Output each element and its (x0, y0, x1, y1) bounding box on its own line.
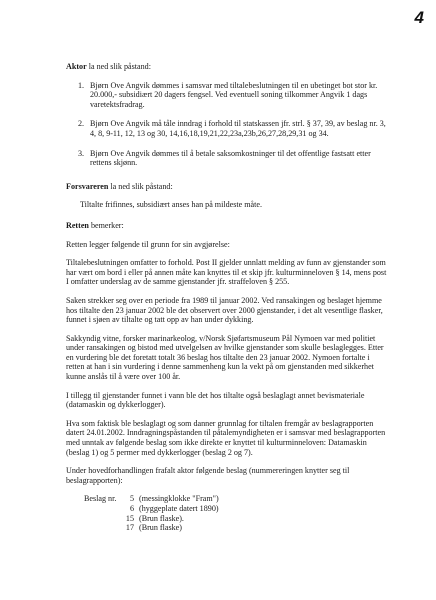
beslag-row (84, 514, 219, 524)
forsvareren-heading-rest: la ned slik påstand: (108, 181, 173, 191)
claim-number: 1. (78, 80, 85, 90)
claim-item (66, 149, 388, 168)
aktor-heading-rest: la ned slik påstand: (86, 62, 151, 71)
retten-paragraph: Saken strekker seg over en periode fra 1989 til januar 2002. Ved ransakingen og beslaget hjemme hos tiltalte den 23 januar 2002 ble det observert over 2000 gjenstander, i det alt vesentlige flasker, funnet i sjøen av tiltalte og tatt opp av han under dykking. (66, 295, 383, 325)
beslag-row (84, 494, 219, 504)
forsvareren-claim: Tiltalte frifinnes, subsidiært anses han på mildeste måte. (80, 200, 263, 210)
aktor-claims-list (66, 81, 388, 168)
claim-text: Bjørn Ove Angvik må tåle inndrag i forhold til statskassen jfr. strl. § 37, 39, av beslag nr. 3, 4, 8, 9-11, 12, 13 og 30, 14,16,18,19,21,22,23a,23b,26,27,28,29,31 og 34. (90, 119, 386, 138)
document-body (66, 62, 388, 533)
claim-number: 3. (78, 148, 85, 158)
retten-heading-rest: bemerker: (88, 220, 124, 230)
forsvareren-heading-line (66, 182, 388, 192)
retten-paragraph: I tillegg til gjenstander funnet i vann ble det hos tiltalte også beslaglagt annet bevismateriale (datamaskin og dykkerlogger). (66, 390, 365, 410)
claim-number: 2. (78, 119, 85, 129)
forsvareren-heading: Forsvareren (66, 181, 109, 191)
aktor-heading: Aktor (66, 62, 87, 71)
retten-paragraph: Hva som faktisk ble beslaglagt og som danner grunnlag for tiltalen fremgår av beslagrapporten datert 24.01.2002. Inndragningspåstanden til påtalemyndigheten er i samsvar med beslagrapporten med unntak av følgende beslag som ikke direkte er knyttet til kulturminneloven: Datamaskin (beslag 1) og 5 permer med dykkerlogger (beslag 2 og 7). (66, 418, 386, 457)
beslag-list (84, 494, 219, 532)
beslag-row (84, 504, 219, 514)
beslag-row (84, 523, 219, 533)
retten-paragraph: Tiltalebeslutningen omfatter to forhold. Post II gjelder unnlatt melding av funn av gjenstander som har vært om bord i eller på annen måte kan knyttes til et skip jfr. kulturminneloven § 14, mens post I omfatter underslag av de samme gjenstander jfr. straffeloven § 255. (66, 258, 387, 287)
retten-paragraph: Under hovedforhandlingen frafalt aktor følgende beslag (nummereringen knytter seg til beslagrapporten): (66, 466, 350, 485)
beslag-description: (messingklokke "Fram") (139, 494, 219, 504)
retten-heading: Retten (66, 220, 89, 230)
retten-paragraph: Retten legger følgende til grunn for sin avgjørelse: (66, 239, 230, 249)
beslag-description: (hyggeplate datert 1890) (139, 504, 219, 513)
page-number: 4 (414, 8, 424, 27)
aktor-heading-line (66, 62, 388, 72)
beslag-number: 6 (129, 504, 134, 513)
claim-item (66, 81, 388, 110)
beslag-label: Beslag nr. (84, 494, 117, 504)
beslag-description: (Brun flaske) (139, 523, 182, 533)
claim-text: Bjørn Ove Angvik dømmes til å betale saksomkostninger til det offentlige fastsatt etter rettens skjønn. (90, 148, 371, 168)
claim-text: Bjørn Ove Angvik dømmes i samsvar med tiltalebeslutningen til en ubetinget bot stor kr. 20.000,- subsidiært 20 dagers fengsel. Ved eventuell soning tilkommer Angvik 1 dags varetektsfradrag. (90, 80, 378, 109)
beslag-description: (Brun flaske). (139, 513, 184, 523)
beslag-number: 5 (129, 494, 134, 504)
claim-item (66, 119, 388, 138)
beslag-number: 17 (125, 523, 134, 533)
retten-paragraph: Sakkyndig vitne, forsker marinarkeolog, v/Norsk Sjøfartsmuseum Pål Nymoen var med politiet under ransakingen og bistod med utvelgelsen av hvilke gjenstander som skulle beslaglegges. Etter en vurdering ble det foretatt totalt 36 beslag hos tiltalte den 23 januar 2002. Nymoen fortalte i retten at han i sin vurdering i denne sammenheng kun la vekt på om gjenstanden med sikkerhet kunne anslås til å være over 100 år. (66, 333, 384, 382)
beslag-number: 15 (125, 513, 134, 523)
retten-heading-line (66, 221, 388, 231)
